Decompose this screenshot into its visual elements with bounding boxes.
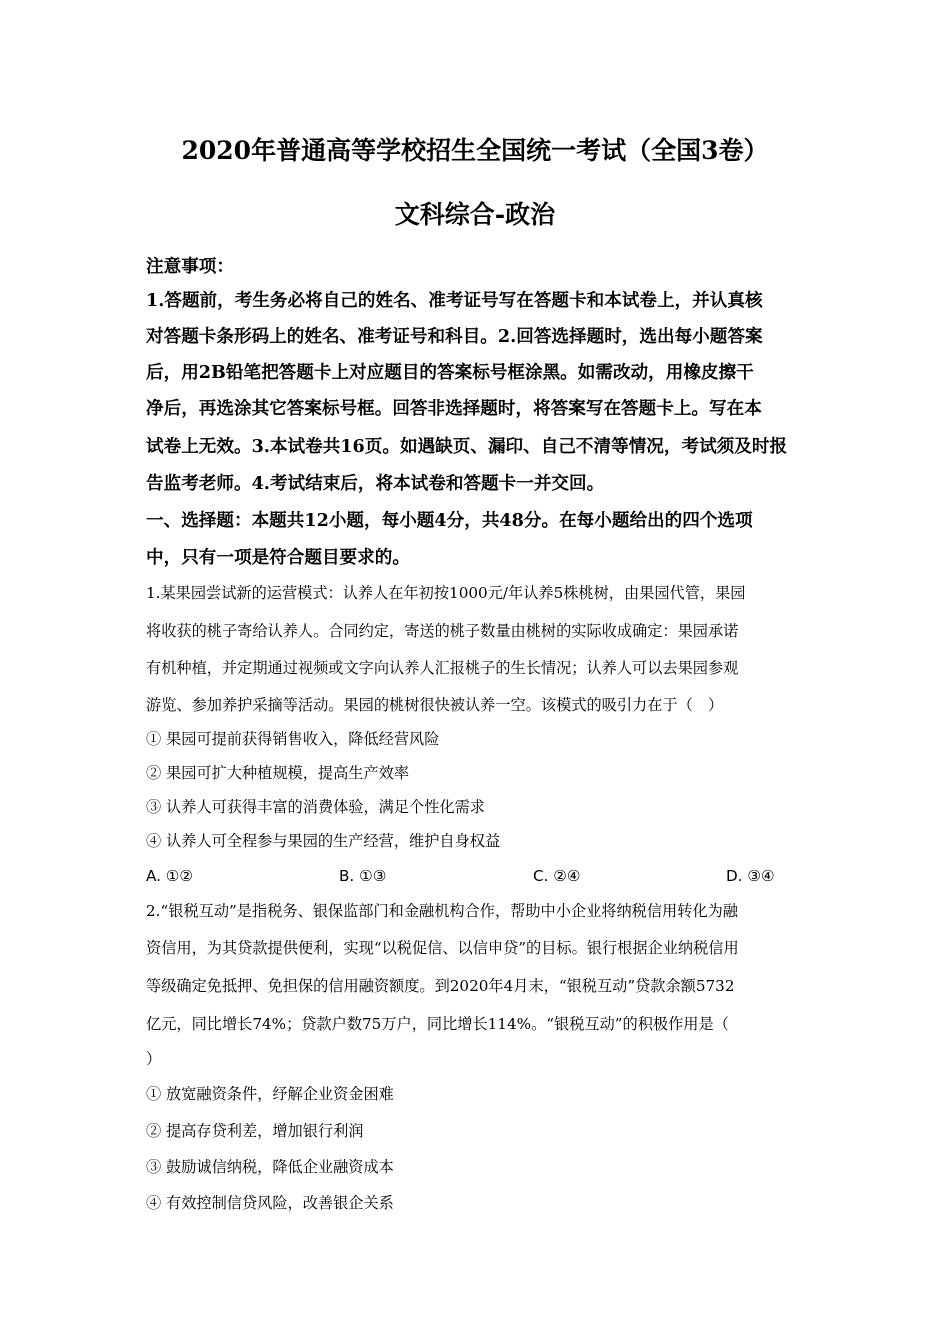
question-1-stem-line: 有机种植，并定期通过视频或文字向认养人汇报桃子的生长情况；认养人可以去果园参观	[146, 659, 739, 677]
exam-subtitle: 文科综合-政治	[394, 200, 556, 229]
question-1-choice-d: D. ③④	[726, 867, 775, 885]
question-1-choice-a: A. ①②	[146, 867, 194, 885]
question-1-option: ② 果园可扩大种植规模，提高生产效率	[146, 764, 410, 782]
notice-line: 试卷上无效。3.本试卷共16页。如遇缺页、漏印、自己不清等情况，考试须及时报	[146, 436, 788, 457]
question-1-option: ④ 认养人可全程参与果园的生产经营，维护自身权益	[146, 832, 501, 850]
question-2-stem-line: 等级确定免抵押、免担保的信用融资额度。到2020年4月末，“银税互动”贷款余额5732	[146, 977, 735, 995]
exam-title: 2020年普通高等学校招生全国统一考试（全国3卷）	[181, 136, 769, 165]
question-2-stem-line: 2.“银税互动”是指税务、银保监部门和金融机构合作，帮助中小企业将纳税信用转化为融	[146, 902, 738, 920]
section-heading-line: 中，只有一项是符合题目要求的。	[146, 547, 410, 568]
notice-line: 净后，再选涂其它答案标号框。回答非选择题时，将答案写在答题卡上。写在本	[146, 398, 762, 419]
notice-line: 告监考老师。4.考试结束后，将本试卷和答题卡一并交回。	[146, 473, 605, 494]
notice-line: 对答题卡条形码上的姓名、准考证号和科目。2.回答选择题时，选出每小题答案	[146, 326, 763, 347]
question-1-stem-line: 游览、参加养护采摘等活动。果园的桃树很快被认养一空。该模式的吸引力在于（ ）	[146, 696, 724, 714]
question-1-choice-c: C. ②④	[533, 867, 581, 885]
question-2-stem-line: ）	[146, 1050, 162, 1068]
question-1-option: ③ 认养人可获得丰富的消费体验，满足个性化需求	[146, 798, 485, 816]
question-1-option: ① 果园可提前获得销售收入，降低经营风险	[146, 730, 440, 748]
question-2-stem-line: 亿元，同比增长74%；贷款户数75万户，同比增长114%。“银税互动”的积极作用是（	[146, 1015, 729, 1033]
question-2-stem-line: 资信用，为其贷款提供便利，实现“以税促信、以信申贷”的目标。银行根据企业纳税信用	[146, 939, 739, 957]
notice-line: 后，用2B铅笔把答题卡上对应题目的答案标号框涂黑。如需改动，用橡皮擦干	[146, 362, 754, 383]
question-2-option: ② 提高存贷利差，增加银行利润	[146, 1122, 364, 1140]
question-1-stem-line: 将收获的桃子寄给认养人。合同约定，寄送的桃子数量由桃树的实际收成确定：果园承诺	[146, 622, 739, 640]
question-2-option: ④ 有效控制信贷风险，改善银企关系	[146, 1194, 394, 1212]
notice-line: 1.答题前，考生务必将自己的姓名、准考证号写在答题卡和本试卷上，并认真核	[146, 290, 763, 311]
question-2-option: ③ 鼓励诚信纳税，降低企业融资成本	[146, 1158, 394, 1176]
section-heading-line: 一、选择题：本题共12小题，每小题4分，共48分。在每小题给出的四个选项	[146, 510, 753, 531]
question-2-option: ① 放宽融资条件，纾解企业资金困难	[146, 1085, 394, 1103]
question-1-stem-line: 1.某果园尝试新的运营模式：认养人在年初按1000元/年认养5株桃树，由果园代管，果园	[146, 584, 746, 602]
notice-heading: 注意事项：	[146, 256, 234, 277]
question-1-choice-b: B. ①③	[339, 867, 387, 885]
